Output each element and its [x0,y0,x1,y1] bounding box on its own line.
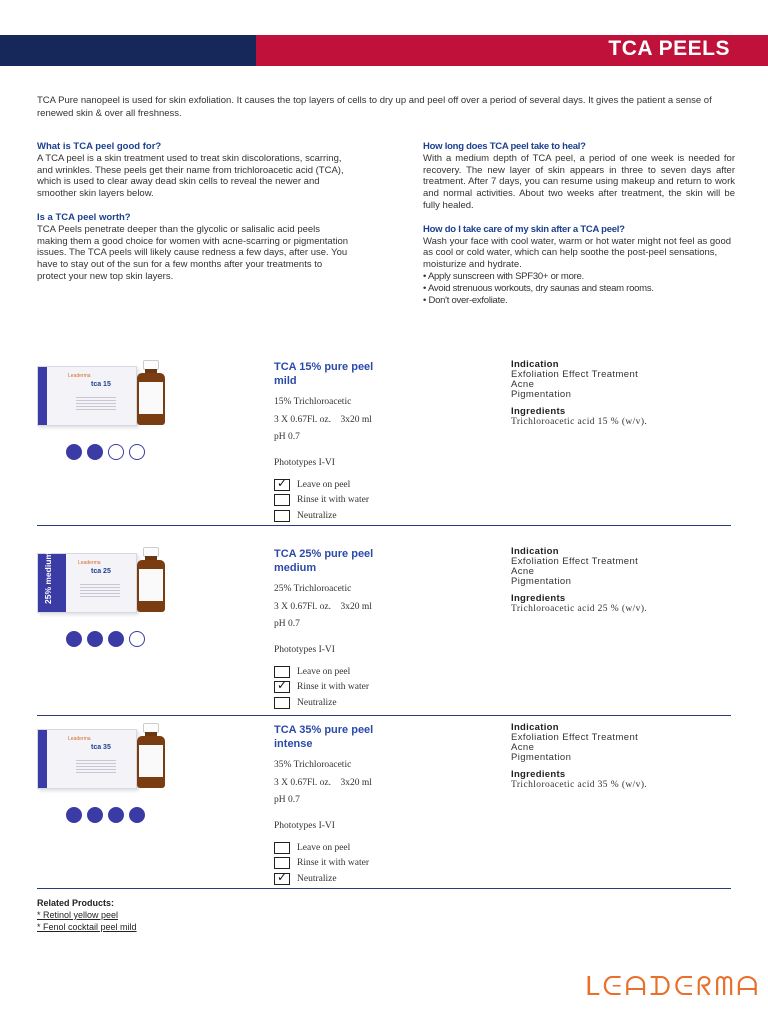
faq-question: How do I take care of my skin after a TCA peel? [423,223,625,235]
check-mark-icon: ✓ [277,869,288,884]
checkbox [274,869,290,885]
method-checklist [274,477,474,524]
product-image [37,723,177,795]
faq-right-column [423,141,735,306]
method-neutralize: Neutralize [274,695,474,711]
product-phototypes: Phototypes I-VI [274,821,335,831]
box-strip-label: 25% medium [43,552,53,604]
method-checklist [274,664,474,711]
leaderma-logo: ᒪᕮᗩᗪᕮᖇᗰᗩ [585,972,762,1002]
checkbox [274,510,290,522]
ingredients-value: Trichloroacetic acid 25 % (w/v). [511,604,648,614]
product-concentration: 35% Trichloroacetic [274,760,352,770]
method-neutralize: Neutralize [274,508,474,524]
checkbox [274,494,290,506]
indication-item: Acne [511,379,535,390]
depth-dot-filled [66,807,82,823]
depth-dot-filled [87,807,103,823]
divider [37,525,731,526]
indication-item: Exfoliation Effect Treatment [511,369,639,380]
indication-heading: Indication [511,722,559,733]
ingredients-heading: Ingredients [511,593,566,604]
product-box [37,729,137,789]
faq-question: How long does TCA peel take to heal? [423,141,586,152]
depth-indicator [66,631,145,647]
header-banner [0,35,768,66]
depth-dot-empty [129,631,145,647]
care-bullet: • Avoid strenuous workouts, dry saunas and steam rooms. [423,282,654,294]
method-neutralize: ✓ Neutralize [274,871,474,887]
product-phototypes: Phototypes I-VI [274,458,335,468]
box-label: tca 25 [91,568,111,575]
product-strength: medium [274,562,317,574]
product-strength: intense [274,738,313,750]
depth-dot-empty [129,444,145,460]
divider [37,888,731,889]
indication-item: Acne [511,566,535,577]
method-leave-on: Leave on peel [274,840,474,856]
box-label: tca 35 [91,744,111,751]
checkbox [274,666,290,678]
box-brand: Leaderma [78,560,101,566]
product-card [0,547,768,722]
product-box [37,366,137,426]
product-details [511,360,741,427]
check-mark-icon: ✓ [277,678,288,693]
care-bullet: • Apply sunscreen with SPF30+ or more. [423,270,584,282]
product-box [37,553,137,613]
depth-dot-empty [108,444,124,460]
product-concentration: 15% Trichloroacetic [274,397,352,407]
product-card [0,360,768,535]
method-rinse: ✓ Rinse it with water [274,680,474,696]
product-bottle [135,360,167,426]
faq-question: Is a TCA peel worth? [37,211,131,223]
header-navy-band [0,35,256,66]
product-volume: 3 X 0.67Fl. oz. 3x20 ml [274,415,372,425]
method-checklist [274,840,474,887]
faq-answer: Wash your face with cool water, warm or hot water might not feel as good as cool or cold water, which can help soothe the post-peel sensations, moisturize and hydrate. [423,235,732,271]
related-heading: Related Products: [37,898,115,908]
divider [37,715,731,716]
product-name: TCA 25% pure peel [274,548,374,560]
box-brand: Leaderma [68,373,91,379]
depth-indicator [66,444,145,460]
indication-item: Acne [511,742,535,753]
product-ph: pH 0.7 [274,795,300,805]
intro-paragraph: TCA Pure nanopeel is used for skin exfoliation. It causes the top layers of cells to dry up and peel off over a period of several days. It gives the patient a sense of renewed skin & over all freshness. [37,95,712,119]
faq-answer: A TCA peel is a skin treatment used to treat skin discolorations, scarring, and wrinkles. These peels get their name from trichloroacetic acid (TCA), which is used to clear away dead skin cells to reveal the newer and smoother skin layers below. [37,152,344,200]
depth-dot-filled [66,444,82,460]
product-details [511,723,741,790]
product-details [511,547,741,614]
method-leave-on: Leave on peel [274,664,474,680]
product-info [274,547,474,711]
method-rinse: Rinse it with water [274,856,474,872]
checkbox [274,475,290,491]
related-products [37,897,137,933]
ingredients-heading: Ingredients [511,406,566,417]
box-brand: Leaderma [68,736,91,742]
depth-dot-filled [87,631,103,647]
product-phototypes: Phototypes I-VI [274,645,335,655]
checkbox [274,678,290,693]
product-bottle [135,723,167,789]
depth-dot-filled [129,807,145,823]
depth-dot-filled [87,444,103,460]
product-image [37,360,177,432]
depth-dot-filled [66,631,82,647]
care-bullet: • Don't over-exfoliate. [423,294,508,306]
product-name: TCA 35% pure peel [274,724,374,736]
product-concentration: 25% Trichloroacetic [274,584,352,594]
product-card [0,723,768,898]
indication-heading: Indication [511,359,559,370]
indication-item: Exfoliation Effect Treatment [511,732,639,743]
product-volume: 3 X 0.67Fl. oz. 3x20 ml [274,778,372,788]
indication-heading: Indication [511,546,559,557]
product-bottle [135,547,167,613]
checkbox [274,697,290,709]
ingredients-heading: Ingredients [511,769,566,780]
product-info [274,360,474,524]
check-mark-icon: ✓ [277,475,288,490]
product-ph: pH 0.7 [274,619,300,629]
method-rinse: Rinse it with water [274,493,474,509]
faq-answer: TCA Peels penetrate deeper than the glycolic or salisalic acid peels making them a good choice for women with acne-scarring or pigmentation issues. The TCA peels will likely cause redness a few days, after use. You have to stay out of the sun for a few months after your treatments to protect your new top skin layers. [37,223,349,282]
product-ph: pH 0.7 [274,432,300,442]
product-info [274,723,474,887]
product-volume: 3 X 0.67Fl. oz. 3x20 ml [274,602,372,612]
indication-item: Pigmentation [511,389,572,400]
indication-item: Pigmentation [511,752,572,763]
faq-left-column [37,141,349,283]
checkbox [274,857,290,869]
product-name: TCA 15% pure peel [274,361,374,373]
indication-item: Pigmentation [511,576,572,587]
related-link-fenol[interactable]: * Fenol cocktail peel mild [37,922,137,932]
indication-item: Exfoliation Effect Treatment [511,556,639,567]
page-title: TCA PEELS [608,37,730,60]
checkbox [274,842,290,854]
depth-indicator [66,807,145,823]
product-image [37,547,177,619]
faq-question: What is TCA peel good for? [37,141,162,152]
depth-dot-filled [108,631,124,647]
method-leave-on: ✓ Leave on peel [274,477,474,493]
product-strength: mild [274,375,297,387]
related-link-retinol[interactable]: * Retinol yellow peel [37,910,119,920]
depth-dot-filled [108,807,124,823]
faq-answer: With a medium depth of TCA peel, a period of one week is needed for recovery. The new layer of skin appears in three to seven days after treatment. After 7 days, you can resume using makeup and return to work and normal activities. About two weeks after treatment, the skin will be fully healed. [423,152,735,211]
box-label: tca 15 [91,381,111,388]
ingredients-value: Trichloroacetic acid 35 % (w/v). [511,780,648,790]
ingredients-value: Trichloroacetic acid 15 % (w/v). [511,417,648,427]
